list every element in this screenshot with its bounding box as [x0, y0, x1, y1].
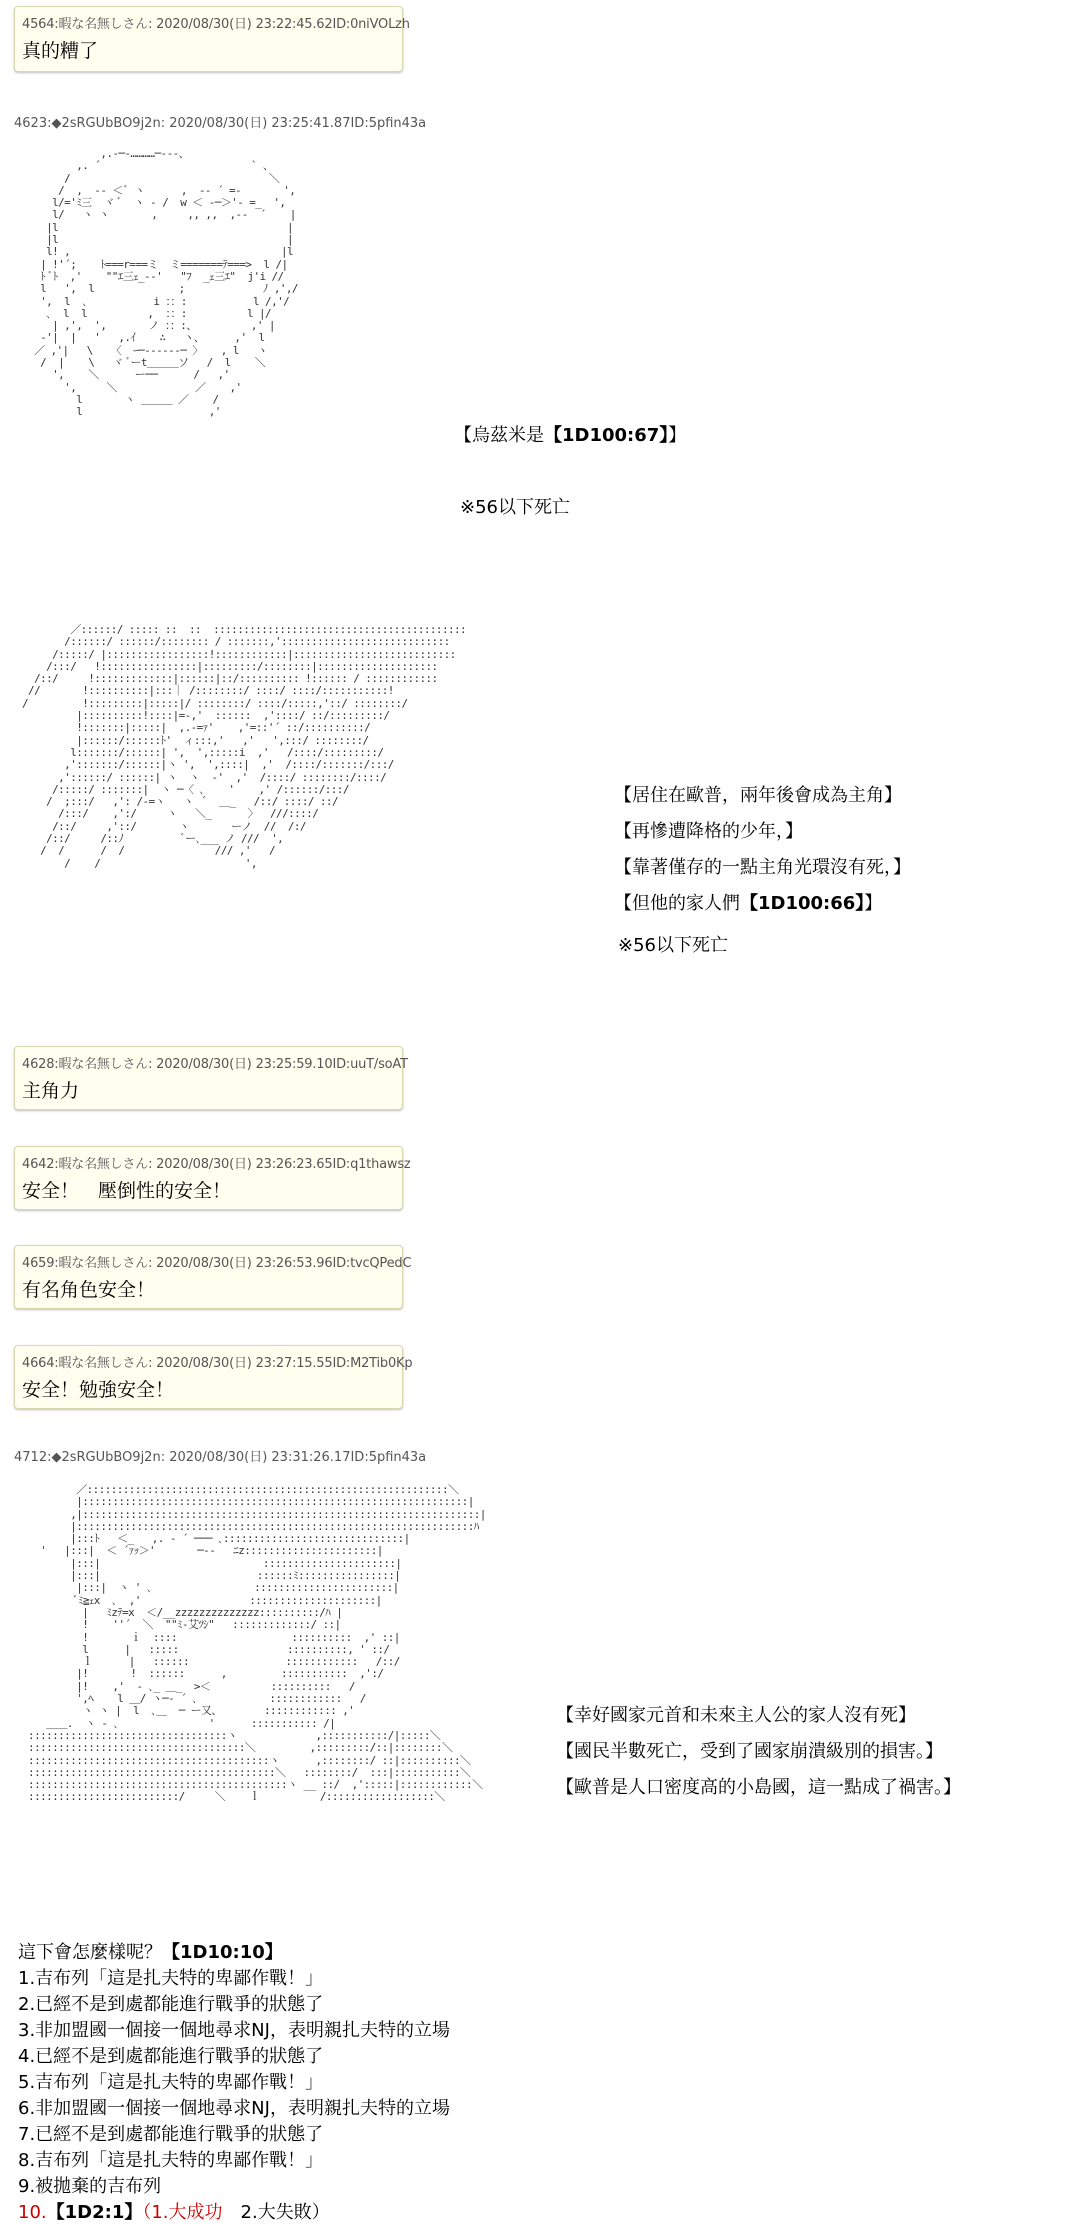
narration-line: 【靠著僅存的一點主角光環沒有死，】: [614, 857, 911, 878]
post-box-4628: [14, 1046, 408, 1110]
post-meta: 4659:暇な名無しさん: 2020/08/30(日) 23:26:53.96ID:tvcQPedC: [22, 1256, 412, 1271]
outcome-list: [18, 1940, 450, 2226]
ascii-art-face-1: ,.-─‐…………─-‐-、 ,. ´ ` 、 / ＼ / , -‐ ＜ﾞ ヽ , -‐ ´ =- ', l/='ﾐ三 ヾ ﾞ ヽ ‐ / w ＜ -─＞'‐ =_ ', l/ ヽ ヽ , ,, ,, ,-‐ ´ | |l | |l | l! , |l | !'´; ﾄ===r===ミ ミ=======ﾃ===> l /| ﾄ ﾞﾄ ,' ""ｴ三ｪ_‐-' "ﾌ _ｪ三ｴ" j'i // l ', l ; ﾉ ,',/ ', l ､ i ：：: l /,'/ ､ l l , ：：: l |/ | ,', ', ノ ：：:、 ,' | ‐'| | ' ,.ｲ ∴ ヽ、 ,' l ／ ,'| \ 〈 ｰ─------─ 〉 , l ヽ / | \ ヾ ﾞーt＿＿＿ソ / l ＼ ', ＼ ー── / ,' ', ＼ ／ ,' l ヽ ＿＿＿ ／ / l ,': [34, 147, 298, 419]
dice-line: 【烏茲米是【1D100:67】】: [454, 425, 687, 446]
list-item: 1.吉布列「這是扎夫特的卑鄙作戰！」: [18, 1968, 324, 1989]
post-body: 有名角色安全！: [22, 1279, 156, 1301]
post-body: 真的糟了: [22, 40, 99, 62]
list-item: 5.吉布列「這是扎夫特的卑鄙作戰！」: [18, 2072, 324, 2093]
list-item: 8.吉布列「這是扎夫特的卑鄙作戰！」: [18, 2150, 324, 2171]
post-body: 安全！勉強安全！: [22, 1379, 175, 1401]
ascii-art-face-2: ／::::::/ ::::: :: :: :::::::::::::::::::::::::::::::::::::::::: /::::::/ ::::::/:::::::: / :::::::,':::::::::::::::::::::::::::: /:::::/ |:::::::::::::::::!::::::::::::|::::::::::::::::::::::::::: /:::/ !::::::::::::::::|:::::::::/::::::::|:::::::::::::::::::: /::/ !:::::::::::::|::::::|::/:::::::::: !:::::: / :::::::::::: // !::::::::::|:::｜ /::::::::/ ::::/ ::::/:::::::::::! / !:::::::::|:::::|/ ::::::::/ ::::/:::::,'::/ ::::::::/ |::::::::::!::::|=-,' :::::: ,'::::/ ::/:::::::::/ !:::::::|:::::| ,.-=ｧ' ,'=::'´ ::/::::::::::/ |::::::/::::::ﾄ' ィ:::,' ,' ',:::/ ::::::::/ l:::::::/::::::| ', ',:::::i ,' /::::/:::::::::/ ,':::::::/::::::|ヽ ', ',::::| ,' /::::/:::::::/:::/ ,'::::::/ ::::::| ヽ ヽ ‐' ,' /::::/ ::::::::/::::/ /:::::/ :::::::| ヽ ─〈 ､ ' ,' /::::::/:::/ / ;:::/ ,': /-=ヽ ヽ ﾞ ＿_ /::/ ::::/ ::/ /:::/ ,':/ ヽ ＼_ 〉 ///::::/ /::/ ,'::/ ヽ ーノ // /:/ /::/ /::ﾉ ﾞー､___ ノ /// ', / / / / /// ,' / / / ',: [22, 623, 467, 870]
narration-line: 【幸好國家元首和未來主人公的家人沒有死】: [556, 1705, 916, 1726]
narration-line: 【歐普是人口密度高的小島國，這一點成了禍害。】: [556, 1777, 961, 1798]
ascii-art-face-3: ／::::::::::::::::::::::::::::::::::::::::::::::::::::::::::::＼ |::::::::::::::::::::::::::::::::::::::::::::::::::::::::::::::::| ,|::::::::::::::::::::::::::::::::::::::::::::::::::::::::::::::::::| |::::::::::::::::::::::::::::::::::::::::::::::::::::::::::::::::::ﾊ |:::ﾄ ＜_ ,. ‐ ´ ─── ､::::::::::::::::::::::::::::::| ' |:::| ＜ ´ｧｯ＞' ─-‐ ﾆz::::::::::::::::::::::| |:::| ::::::::::::::::::::::| |:::| ::::::ﾐ::::::::::::::::| |:::| ヽ ' ､ :::::::::::::::::::::::| ﾞﾐ≧ｪx ､ ,' :::::::::::::::::::::| | ﾐzﾃ=x ＜/__zzzzzzzzzzzzzz::::::::::/ﾊ | ! ''´ ＼ ""ﾐ‐艾ﾂｼ" :::::::::::::/ ::| ! ｉ :::: :::::::::: ,' ::| l | ::::: ::::::::::, ' ::/ ｌ | :::::: :::::::::::: /::/ |! ! :::::: , ::::::::::: ,':/ |! ,' ‐ ､_ ＿_ >＜ :::::::::: / ',ﾍ l ＿/ ヽ─‐ ´ ､ :::::::::::: / ヽ ヽ | l ､＿ ─ ー又、 :::::::::::: ,' ＿＿. ヽ ‐ ､ ' ::::::::::: /| :::::::::::::::::::::::::::::::::ヽ ,:::::::::::/|:::::＼ ::::::::::::::::::::::::::::::::::::＼ ,:::::::::/::|::::::::＼ ::::::::::::::::::::::::::::::::::::::::ヽ ,::::::::/ ::|::::::::::＼ :::::::::::::::::::::::::::::::::::::::::＼ ::::::::/ :::|:::::::::::＼ :::::::::::::::::::::::::::::::::::::::::::ヽ __ ::/ ,':::::|::::::::::::＼ :::::::::::::::::::::::::/ ＼ ｌ /::::::::::::::::::＼: [28, 1483, 486, 1804]
narration-block-2: [614, 778, 911, 964]
post-meta: 4642:暇な名無しさん: 2020/08/30(日) 23:26:23.65ID:q1thawsz: [22, 1157, 411, 1172]
post-box-4642: [14, 1146, 411, 1210]
dice-block-1: [454, 418, 686, 526]
post-box-4664: [14, 1345, 413, 1409]
post-box-4564: [14, 6, 410, 72]
narration-line: 【居住在歐普，兩年後會成為主角】: [614, 785, 902, 806]
narration-line: 【國民半數死亡，受到了國家崩潰級別的損害。】: [556, 1741, 943, 1762]
list-item: 6.非加盟國一個接一個地尋求NJ，表明親扎夫特的立場: [18, 2098, 450, 2119]
narration-line: 【再慘遭降格的少年，】: [614, 821, 803, 842]
death-threshold-text: ※56以下死亡: [618, 935, 728, 956]
list-item: 7.已經不是到處都能進行戰爭的狀態了: [18, 2124, 324, 2145]
op-header-4712: 4712:◆2sRGUbBO9j2n: 2020/08/30(日) 23:31:26.17ID:5pfin43a: [14, 1450, 427, 1465]
post-body: 安全！ 壓倒性的安全！: [22, 1180, 232, 1202]
post-meta: 4664:暇な名無しさん: 2020/08/30(日) 23:27:15.55ID:M2Tib0Kp: [22, 1356, 413, 1371]
death-threshold-text: ※56以下死亡: [460, 497, 570, 518]
outcome-intro: 這下會怎麼樣呢？【1D10:10】: [18, 1942, 283, 1963]
post-meta: 4564:暇な名無しさん: 2020/08/30(日) 23:22:45.62ID:0niVOLzh: [22, 17, 410, 32]
dice-line: 【但他的家人們【1D100:66】】: [614, 893, 883, 914]
list-item: 9.被拋棄的吉布列: [18, 2176, 162, 2197]
post-body: 主角力: [22, 1080, 80, 1102]
op-header-4623: 4623:◆2sRGUbBO9j2n: 2020/08/30(日) 23:25:41.87ID:5pfin43a: [14, 116, 427, 131]
narration-block-3: [556, 1698, 961, 1806]
list-item: 2.已經不是到處都能進行戰爭的狀態了: [18, 1994, 324, 2015]
list-item-last: 10.【1D2:1】（1.大成功 2.大失敗）: [18, 2202, 330, 2223]
list-item: 4.已經不是到處都能進行戰爭的狀態了: [18, 2046, 324, 2067]
list-item: 3.非加盟國一個接一個地尋求NJ，表明親扎夫特的立場: [18, 2020, 450, 2041]
post-meta: 4628:暇な名無しさん: 2020/08/30(日) 23:25:59.10ID:uuT/soAT: [22, 1057, 408, 1072]
post-box-4659: [14, 1245, 412, 1309]
